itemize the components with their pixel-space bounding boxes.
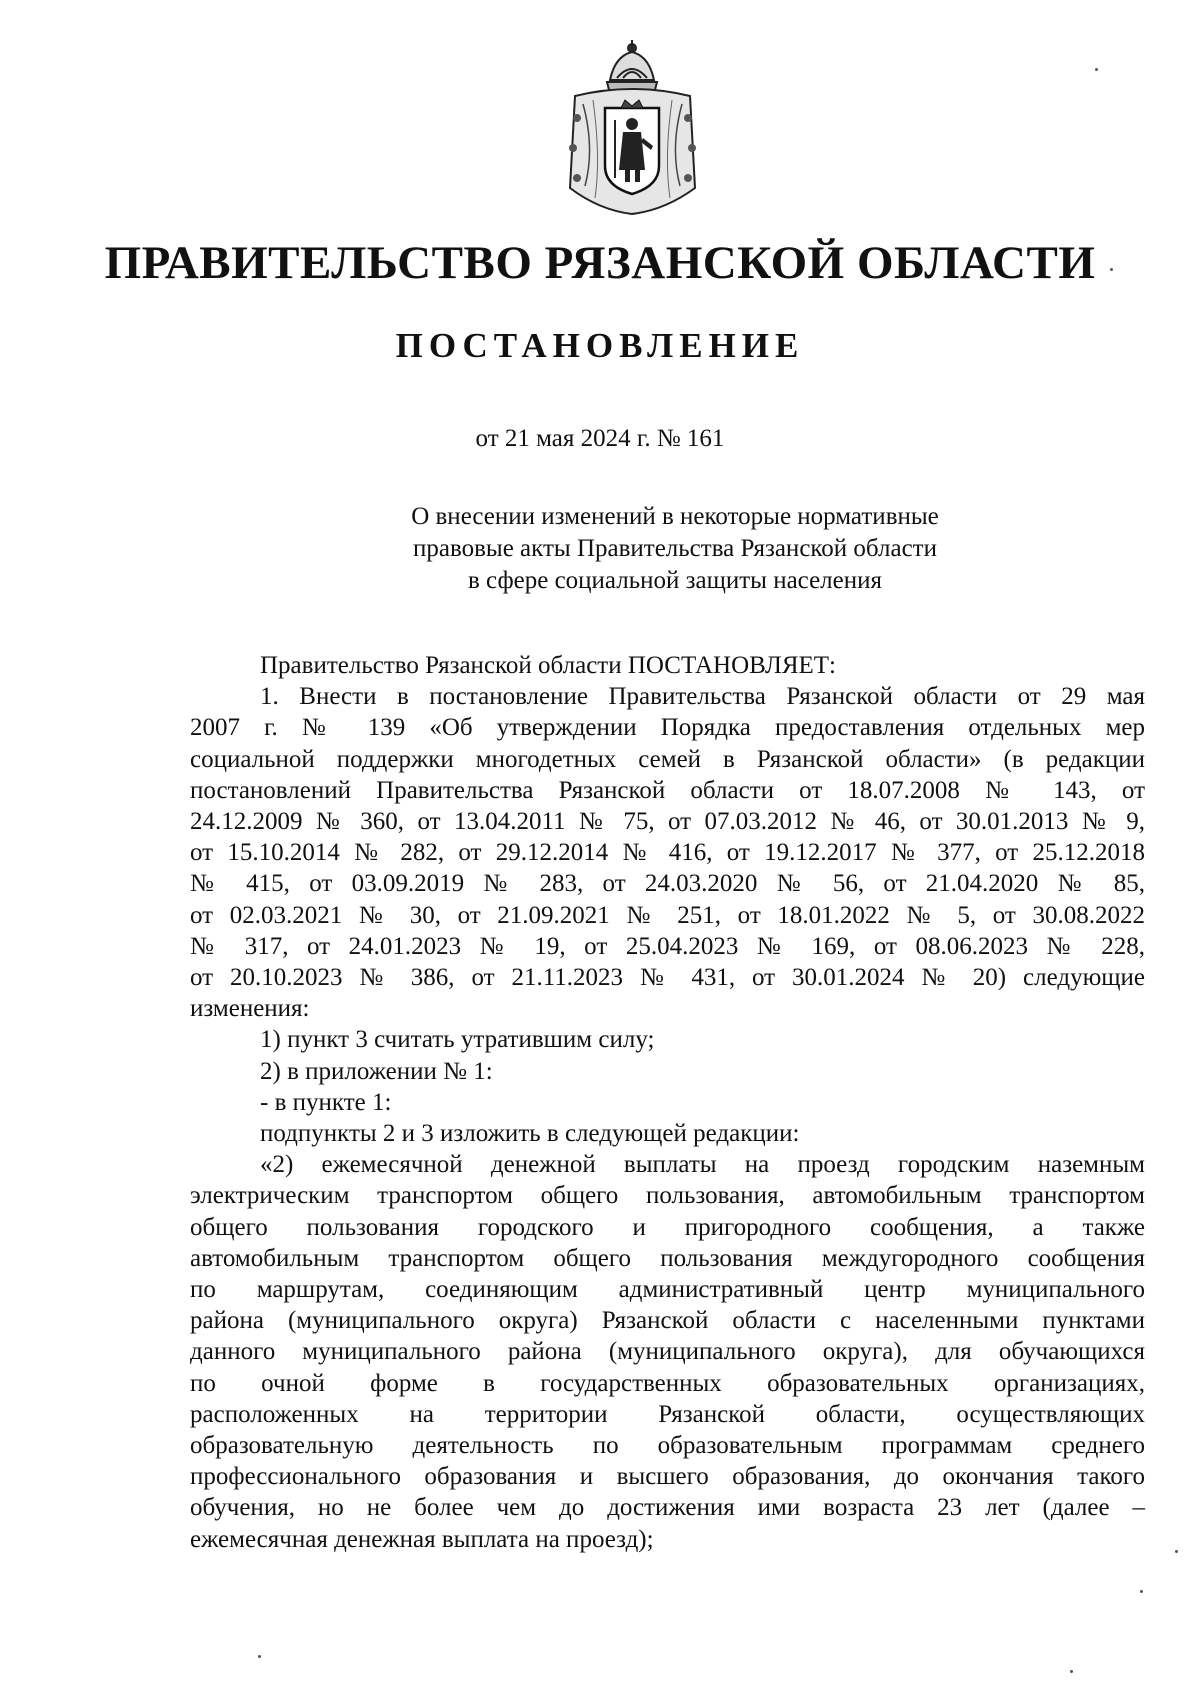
body-line: профессионального образования и высшего образования, до окончания такого: [190, 1463, 1145, 1491]
body-line: района (муниципального округа) Рязанской области с населенными пунктами: [190, 1307, 1145, 1335]
preamble: Правительство Рязанской области ПОСТАНОВЛЯЕТ:: [260, 652, 836, 679]
document-date-number: от 21 мая 2024 г. № 161: [475, 425, 725, 452]
body-line: № 317, от 24.01.2023 № 19, от 25.04.2023 № 169, от 08.06.2023 № 228,: [190, 932, 1145, 960]
scan-speck: [1110, 268, 1113, 271]
body-line: 1. Внести в постановление Правительства Рязанской области от 29 мая: [260, 683, 1145, 711]
body-line: по маршрутам, соединяющим административный центр муниципального: [190, 1276, 1145, 1304]
body-line: автомобильным транспортом общего пользования междугородного сообщения: [190, 1244, 1145, 1272]
body-line: от 15.10.2014 № 282, от 29.12.2014 № 416, от 19.12.2017 № 377, от 25.12.2018: [190, 839, 1145, 867]
body-line: № 415, от 03.09.2019 № 283, от 24.03.2020 № 56, от 21.04.2020 № 85,: [190, 870, 1145, 898]
body-line: 2007 г. № 139 «Об утверждении Порядка предоставления отдельных мер: [190, 714, 1145, 742]
body-line: постановлений Правительства Рязанской области от 18.07.2008 № 143, от: [190, 776, 1145, 804]
subitem-2: 2) в приложении № 1:: [260, 1057, 493, 1085]
government-title: ПРАВИТЕЛЬСТВО РЯЗАНСКОЙ ОБЛАСТИ: [104, 237, 1096, 289]
body-line: общего пользования городского и пригородного сообщения, а также: [190, 1213, 1145, 1241]
body-line: ежемесячная денежная выплата на проезд);: [190, 1525, 654, 1553]
body-line: образовательную деятельность по образовательным программам среднего: [190, 1432, 1145, 1460]
item-1: [190, 681, 1145, 1024]
subject-line: правовые акты Правительства Рязанской области: [413, 535, 937, 562]
body-line: электрическим транспортом общего пользования, автомобильным транспортом: [190, 1182, 1145, 1210]
document-subject: [350, 501, 1000, 597]
subitem-1: 1) пункт 3 считать утратившим силу;: [260, 1026, 655, 1054]
body-line: обучения, но не более чем до достижения ими возраста 23 лет (далее –: [190, 1494, 1145, 1522]
body-line: 24.12.2009 № 360, от 13.04.2011 № 75, от 07.03.2012 № 46, от 30.01.2013 № 9,: [190, 808, 1145, 836]
scan-speck: [1095, 68, 1098, 71]
body-line: данного муниципального района (муниципального округа), для обучающихся: [190, 1338, 1145, 1366]
quoted-paragraph: [190, 1149, 1145, 1555]
document-body: [190, 650, 1145, 1555]
subject-line: О внесении изменений в некоторые нормативные: [411, 503, 939, 530]
scan-speck: [1070, 1670, 1073, 1673]
body-line: от 20.10.2023 № 386, от 21.11.2023 № 431, от 30.01.2024 № 20) следующие: [190, 964, 1145, 992]
subitem-4: подпункты 2 и 3 изложить в следующей редакции:: [260, 1120, 800, 1148]
scan-speck: [258, 1655, 261, 1658]
body-line: социальной поддержки многодетных семей в Рязанской области» (в редакции: [190, 745, 1145, 773]
ryazan-coat-of-arms-icon: [555, 38, 710, 218]
body-line: от 02.03.2021 № 30, от 21.09.2021 № 251, от 18.01.2022 № 5, от 30.08.2022: [190, 901, 1145, 929]
body-line: изменения:: [190, 995, 310, 1023]
scan-speck: [1140, 1590, 1143, 1593]
subject-line: в сфере социальной защиты населения: [467, 567, 883, 594]
document-type: ПОСТАНОВЛЕНИЕ: [395, 326, 805, 365]
body-line: «2) ежемесячной денежной выплаты на проезд городским наземным: [260, 1151, 1145, 1179]
body-line: расположенных на территории Рязанской области, осуществляющих: [190, 1400, 1145, 1428]
body-line: по очной форме в государственных образовательных организациях,: [190, 1369, 1145, 1397]
scan-speck: [1175, 1550, 1178, 1553]
subitem-3: - в пункте 1:: [260, 1088, 392, 1116]
